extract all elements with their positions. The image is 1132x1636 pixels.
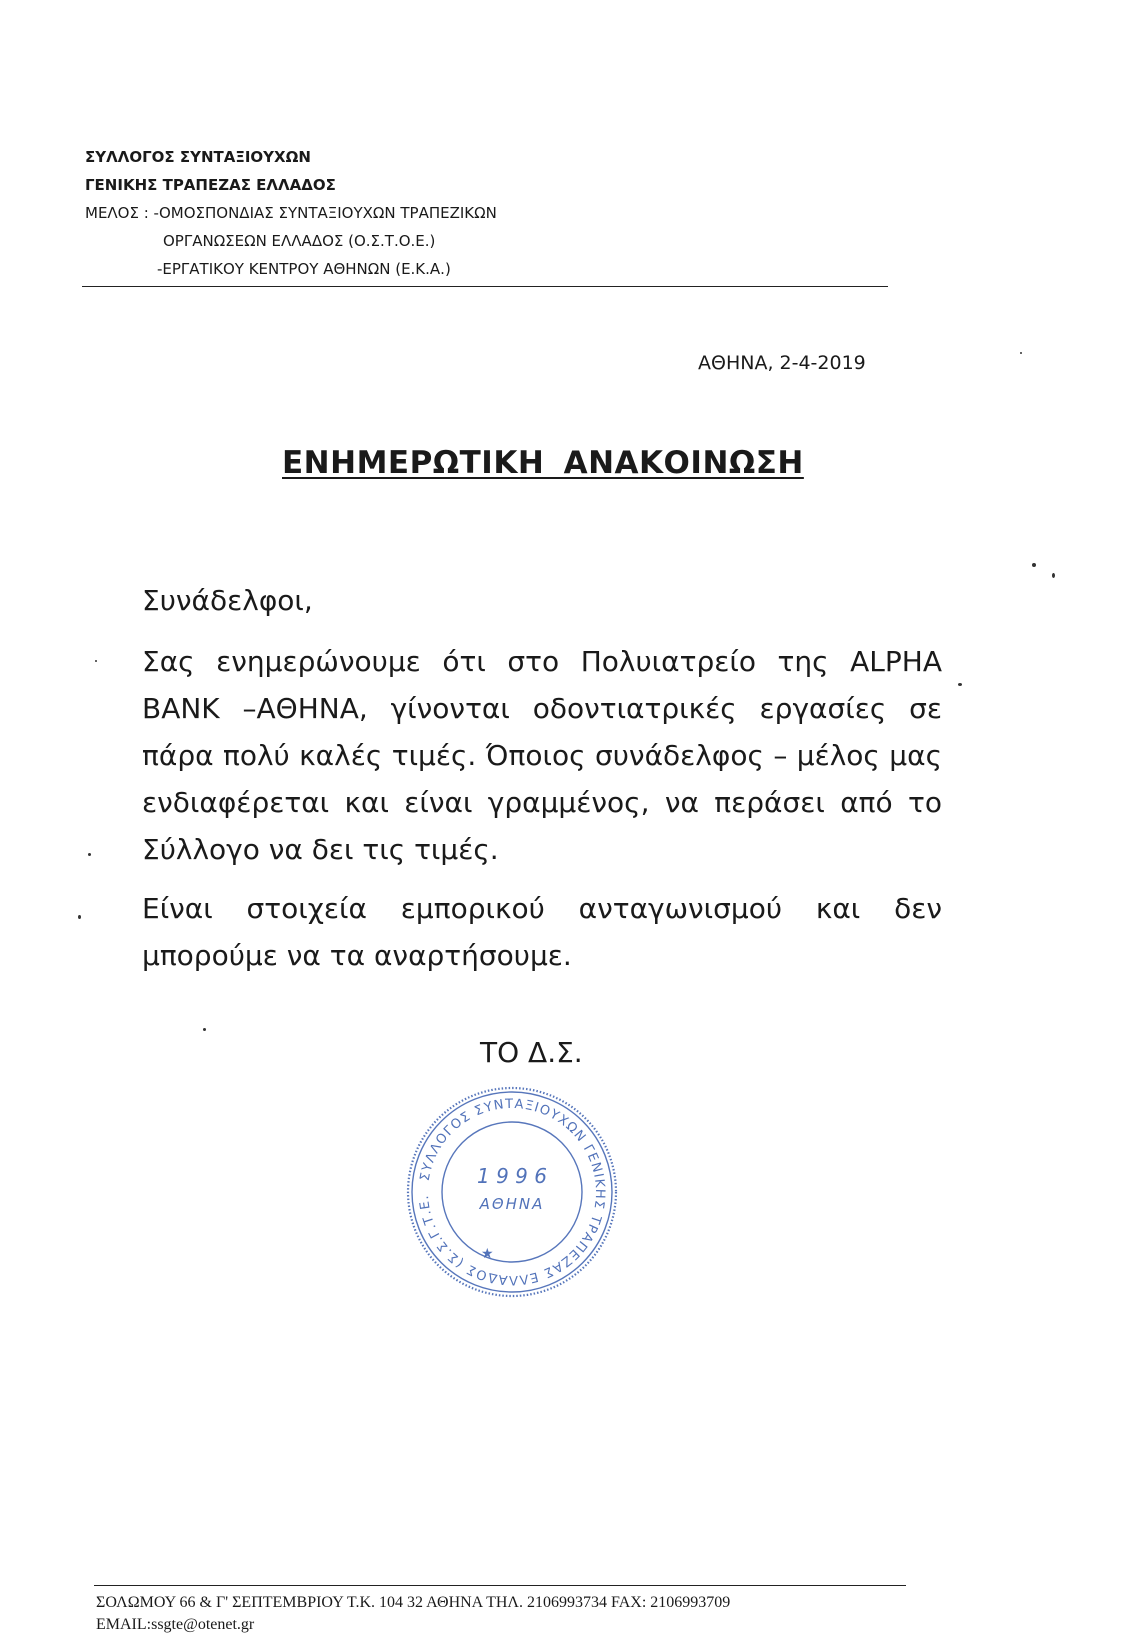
membership-line2: ΟΡΓΑΝΩΣΕΩΝ ΕΛΛΑΔΟΣ (Ο.Σ.Τ.Ο.Ε.) bbox=[163, 232, 436, 250]
document-date: ΑΘΗΝΑ, 2-4-2019 bbox=[698, 352, 866, 374]
document-title: ΕΝΗΜΕΡΩΤΙΚΗ ΑΝΑΚΟΙΝΩΣΗ bbox=[282, 445, 804, 481]
scan-speck bbox=[1052, 573, 1055, 578]
footer-address: ΣΟΛΩΜΟΥ 66 & Γ' ΣΕΠΤΕΜΒΡΙΟΥ Τ.Κ. 104 32 ΑΘΗΝΑ ΤΗΛ. 2106993734 FAX: 2106993709 bbox=[96, 1594, 731, 1611]
stamp-city: ΑΘΗΝΑ bbox=[479, 1195, 545, 1213]
paragraph-2: Είναι στοιχεία εμπορικού ανταγωνισμού και δεν μπορούμε να τα αναρτήσουμε. bbox=[142, 892, 942, 972]
membership-line3: -ΕΡΓΑΤΙΚΟΥ ΚΕΝΤΡΟΥ ΑΘΗΝΩΝ (Ε.Κ.Α.) bbox=[157, 260, 451, 278]
scan-speck bbox=[203, 1028, 206, 1031]
stamp-year: 1 9 9 6 bbox=[477, 1164, 547, 1188]
membership-line1: ΜΕΛΟΣ : -ΟΜΟΣΠΟΝΔΙΑΣ ΣΥΝΤΑΞΙΟΥΧΩΝ ΤΡΑΠΕΖΙΚΩΝ bbox=[85, 204, 497, 222]
official-stamp bbox=[403, 1083, 621, 1301]
scan-speck bbox=[958, 683, 962, 686]
footer bbox=[96, 1592, 730, 1636]
scan-speck bbox=[78, 915, 81, 919]
scan-speck bbox=[1032, 563, 1036, 567]
footer-email: EMAIL:ssgte@otenet.gr bbox=[96, 1616, 255, 1633]
star-icon: ★ bbox=[481, 1246, 494, 1262]
scan-speck bbox=[95, 660, 97, 662]
stamp-ring-text: ΣΥΛΛΟΓΟΣ ΣΥΝΤΑΞΙΟΥΧΩΝ ΓΕΝΙΚΗΣ ΤΡΑΠΕΖΑΣ ΕΛΛΑΔΟΣ (Σ.Σ.Γ.Τ.Ε. bbox=[417, 1096, 608, 1288]
letter-body bbox=[142, 578, 942, 991]
header-divider bbox=[82, 286, 888, 287]
scan-speck bbox=[1020, 352, 1022, 354]
org-name-line2: ΓΕΝΙΚΗΣ ΤΡΑΠΕΖΑΣ ΕΛΛΑΔΟΣ bbox=[85, 176, 336, 194]
footer-divider bbox=[94, 1585, 906, 1586]
paragraph-1: Σας ενημερώνουμε ότι στο Πολυιατρείο της ALPHA BANK –ΑΘΗΝΑ, γίνονται οδοντιατρικές εργασίες σε πάρα πολύ καλές τιμές. Όποιος συνάδελφος – μέλος μας ενδιαφέρεται και είναι γραμμένος, να περάσει από το Σύλλογο να δει τις τιμές. bbox=[142, 645, 942, 866]
signature: ΤΟ Δ.Σ. bbox=[480, 1036, 583, 1069]
greeting: Συνάδελφοι, bbox=[142, 584, 313, 617]
scan-speck bbox=[88, 853, 91, 856]
letterhead bbox=[85, 143, 497, 283]
org-name-line1: ΣΥΛΛΟΓΟΣ ΣΥΝΤΑΞΙΟΥΧΩΝ bbox=[85, 148, 311, 166]
stamp-seal-icon bbox=[403, 1083, 621, 1301]
